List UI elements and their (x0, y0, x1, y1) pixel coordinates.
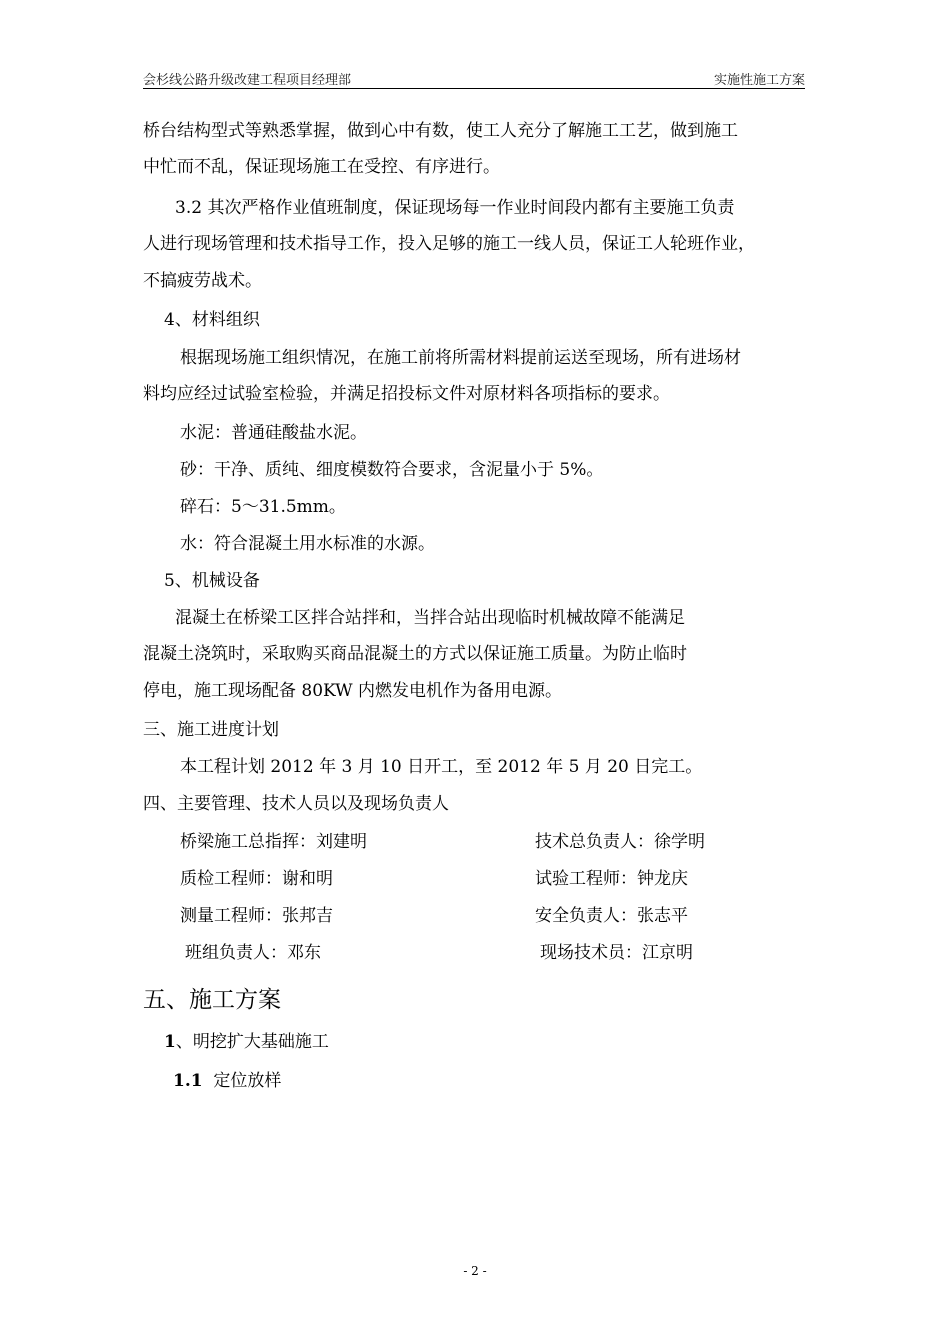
personnel-left: 质检工程师：谢和明 (180, 869, 333, 889)
subsection-heading (173, 1069, 843, 1093)
paragraph-line: 砂：干净、质纯、细度模数符合要求，含泥量小于 5%。 (180, 460, 604, 480)
personnel-right: 试验工程师：钟龙庆 (535, 869, 688, 889)
paragraph-line: 根据现场施工组织情况，在施工前将所需材料提前运送至现场，所有进场材 (180, 348, 741, 368)
paragraph-line: 停电，施工现场配备 80KW 内燃发电机作为备用电源。 (143, 681, 563, 701)
paragraph-line: 3.2 其次严格作业值班制度，保证现场每一作业时间段内都有主要施工负责 (175, 198, 735, 218)
section-heading: 5、机械设备 (164, 571, 260, 591)
personnel-left: 测量工程师：张邦吉 (180, 906, 333, 926)
paragraph-line: 混凝土浇筑时，采取购买商品混凝土的方式以保证施工质量。为防止临时 (143, 644, 687, 664)
personnel-left: 桥梁施工总指挥：刘建明 (180, 832, 367, 852)
section-title: 五、施工方案 (143, 987, 281, 1013)
page-number: - 2 - (463, 1264, 487, 1278)
section-heading: 四、主要管理、技术人员以及现场负责人 (143, 794, 449, 814)
section-heading: 三、施工进度计划 (143, 720, 279, 740)
paragraph-line: 不搞疲劳战术。 (143, 271, 262, 291)
personnel-right: 安全负责人：张志平 (535, 906, 688, 926)
paragraph-line: 本工程计划 2012 年 3 月 10 日开工，至 2012 年 5 月 20 日完工。 (180, 757, 703, 777)
personnel-right: 现场技术员：江京明 (540, 943, 693, 963)
section-heading: 4、材料组织 (164, 310, 260, 330)
paragraph-line: 碎石：5～31.5mm。 (180, 497, 346, 517)
subsection-number: 1.1 (173, 1071, 203, 1091)
paragraph-line: 料均应经过试验室检验，并满足招投标文件对原材料各项指标的要求。 (143, 384, 670, 404)
page-header (143, 66, 805, 89)
paragraph-line: 混凝土在桥梁工区拌合站拌和，当拌合站出现临时机械故障不能满足 (175, 608, 685, 628)
paragraph-line: 水泥：普通硅酸盐水泥。 (180, 423, 367, 443)
paragraph-line: 水：符合混凝土用水标准的水源。 (180, 534, 435, 554)
header-doc-title: 实施性施工方案 (713, 73, 805, 88)
personnel-right: 技术总负责人：徐学明 (535, 832, 705, 852)
paragraph-line: 人进行现场管理和技术指导工作，投入足够的施工一线人员，保证工人轮班作业， (143, 234, 755, 254)
paragraph-line: 桥台结构型式等熟悉掌握，做到心中有数，使工人充分了解施工工艺，做到施工 (143, 121, 738, 141)
paragraph-line: 中忙而不乱，保证现场施工在受控、有序进行。 (143, 157, 500, 177)
subsection-text: 定位放样 (213, 1071, 282, 1091)
header-project-name: 会杉线公路升级改建工程项目经理部 (143, 73, 352, 88)
subsection-heading (164, 1030, 834, 1054)
subsection-text: 、明挖扩大基础施工 (175, 1032, 329, 1052)
subsection-number: 1 (164, 1032, 176, 1052)
personnel-left: 班组负责人：邓东 (185, 943, 321, 963)
